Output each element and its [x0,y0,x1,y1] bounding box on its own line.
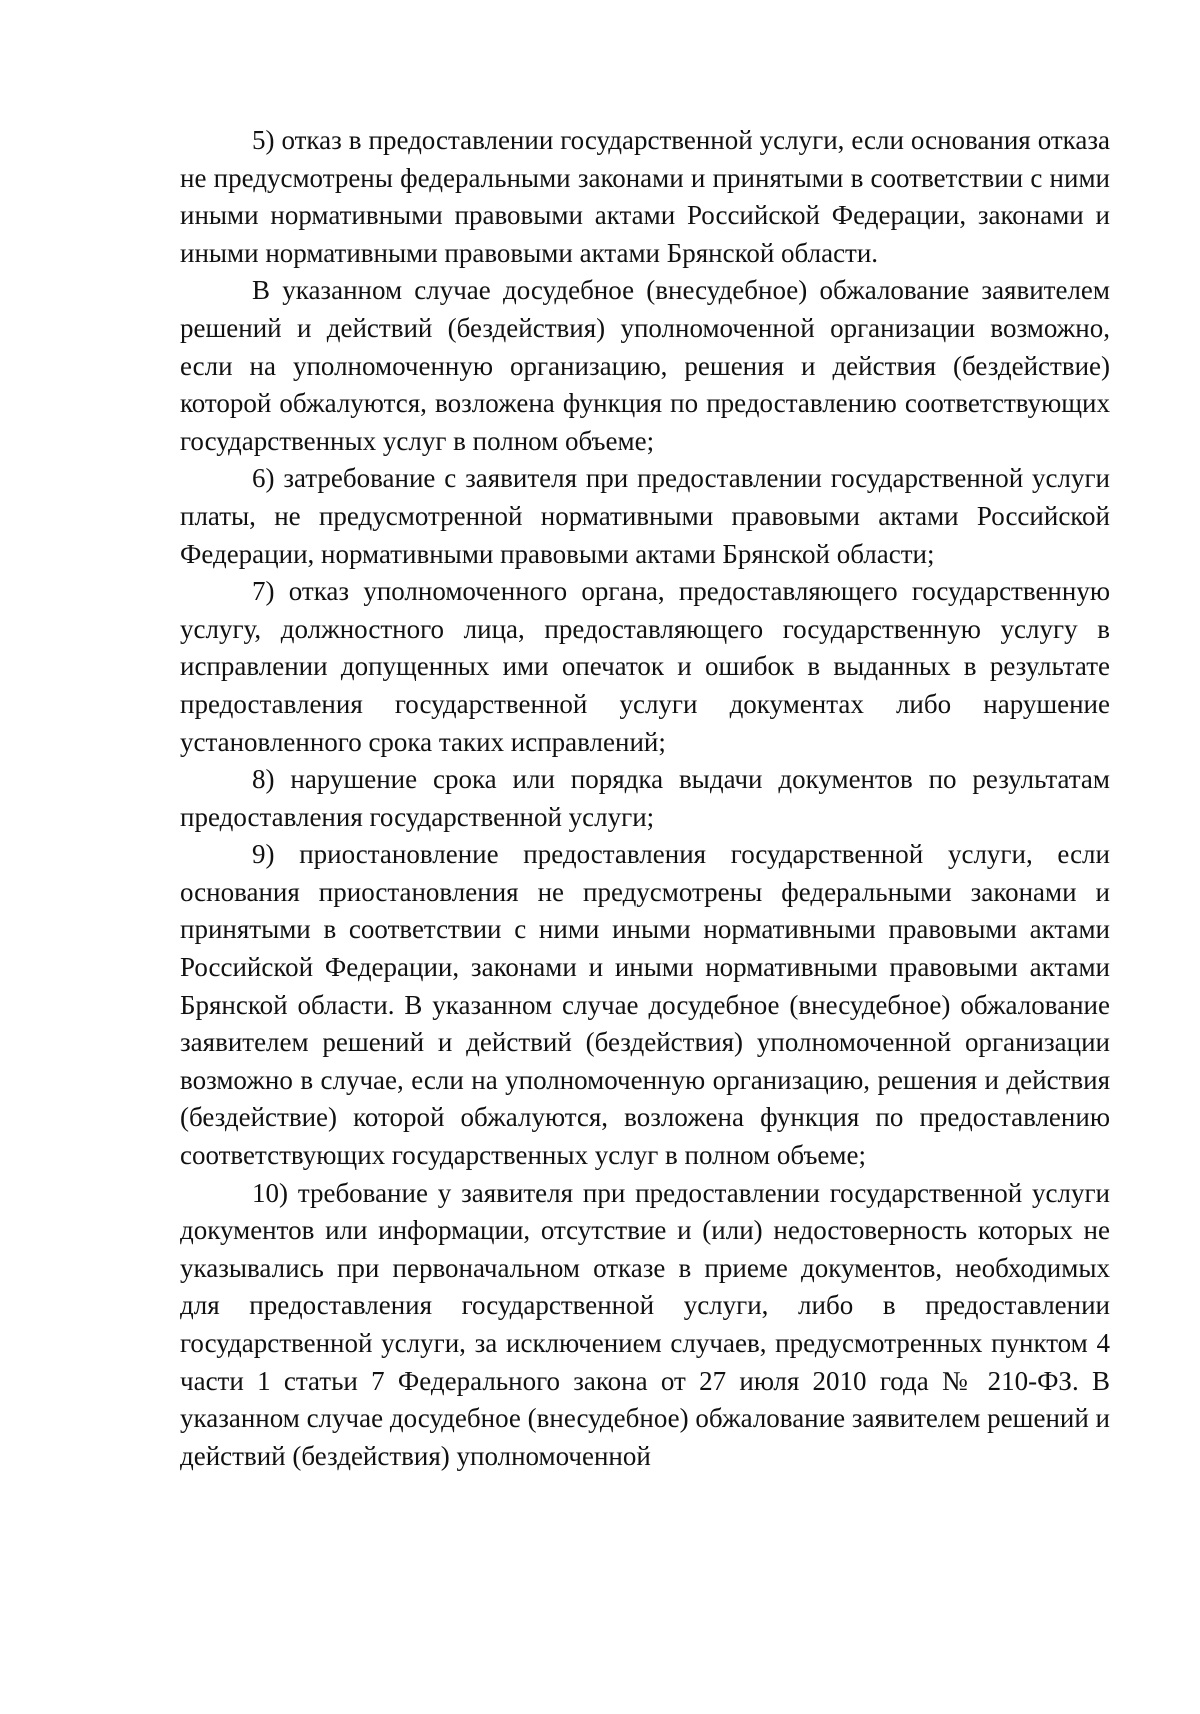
paragraph-item-8-issue-violation: 8) нарушение срока или порядка выдачи документов по результатам предоставления государственной услуги; [180,764,1110,832]
paragraph-item-7-correction-refusal: 7) отказ уполномоченного органа, предоставляющего государственную услугу, должностного лица, предоставляющего государственную услугу в исправлении допущенных ими опечаток и ошибок в выданных в результате предоставления государственной услуги документах либо нарушение установленного срока таких исправлений; [180,576,1110,757]
paragraph-item-10-document-request: 10) требование у заявителя при предоставлении государственной услуги документов или информации, отсутствие и (или) недостоверность которых не указывались при первоначальном отказе в приеме документов, необходимых для предоставления государственной услуги, либо в предоставлении государственной услуги, за исключением случаев, предусмотренных пунктом 4 части 1 статьи 7 Федерального закона от 27 июля 2010 года № 210-ФЗ. В указанном случае досудебное (внесудебное) обжалование заявителем решений и действий (бездействия) уполномоченной [180,1177,1110,1471]
paragraph-item-5-refusal: 5) отказ в предоставлении государственной услуги, если основания отказа не предусмотрены федеральными законами и принятыми в соответствии с ними иными нормативными правовыми актами Российской Федерации, законами и иными нормативными правовыми актами Брянской области. [180,125,1110,268]
paragraph-item-6-fee: 6) затребование с заявителя при предоставлении государственной услуги платы, не предусмотренной нормативными правовыми актами Российской Федерации, нормативными правовыми актами Брянской области; [180,463,1110,569]
paragraph-item-9-suspension: 9) приостановление предоставления государственной услуги, если основания приостановления не предусмотрены федеральными законами и принятыми в соответствии с ними иными нормативными правовыми актами Российской Федерации, законами и иными нормативными правовыми актами Брянской области. В указанном случае досудебное (внесудебное) обжалование заявителем решений и действий (бездействия) уполномоченной организации возможно в случае, если на уполномоченную организацию, решения и действия (бездействие) которой обжалуются, возложена функция по предоставлению соответствующих государственных услуг в полном объеме; [180,839,1110,1171]
document-body [180,122,1110,1475]
paragraph-appeal-note: В указанном случае досудебное (внесудебное) обжалование заявителем решений и действий (бездействия) уполномоченной организации возможно, если на уполномоченную организацию, решения и действия (бездействие) которой обжалуются, возложена функция по предоставлению соответствующих государственных услуг в полном объеме; [180,275,1110,456]
